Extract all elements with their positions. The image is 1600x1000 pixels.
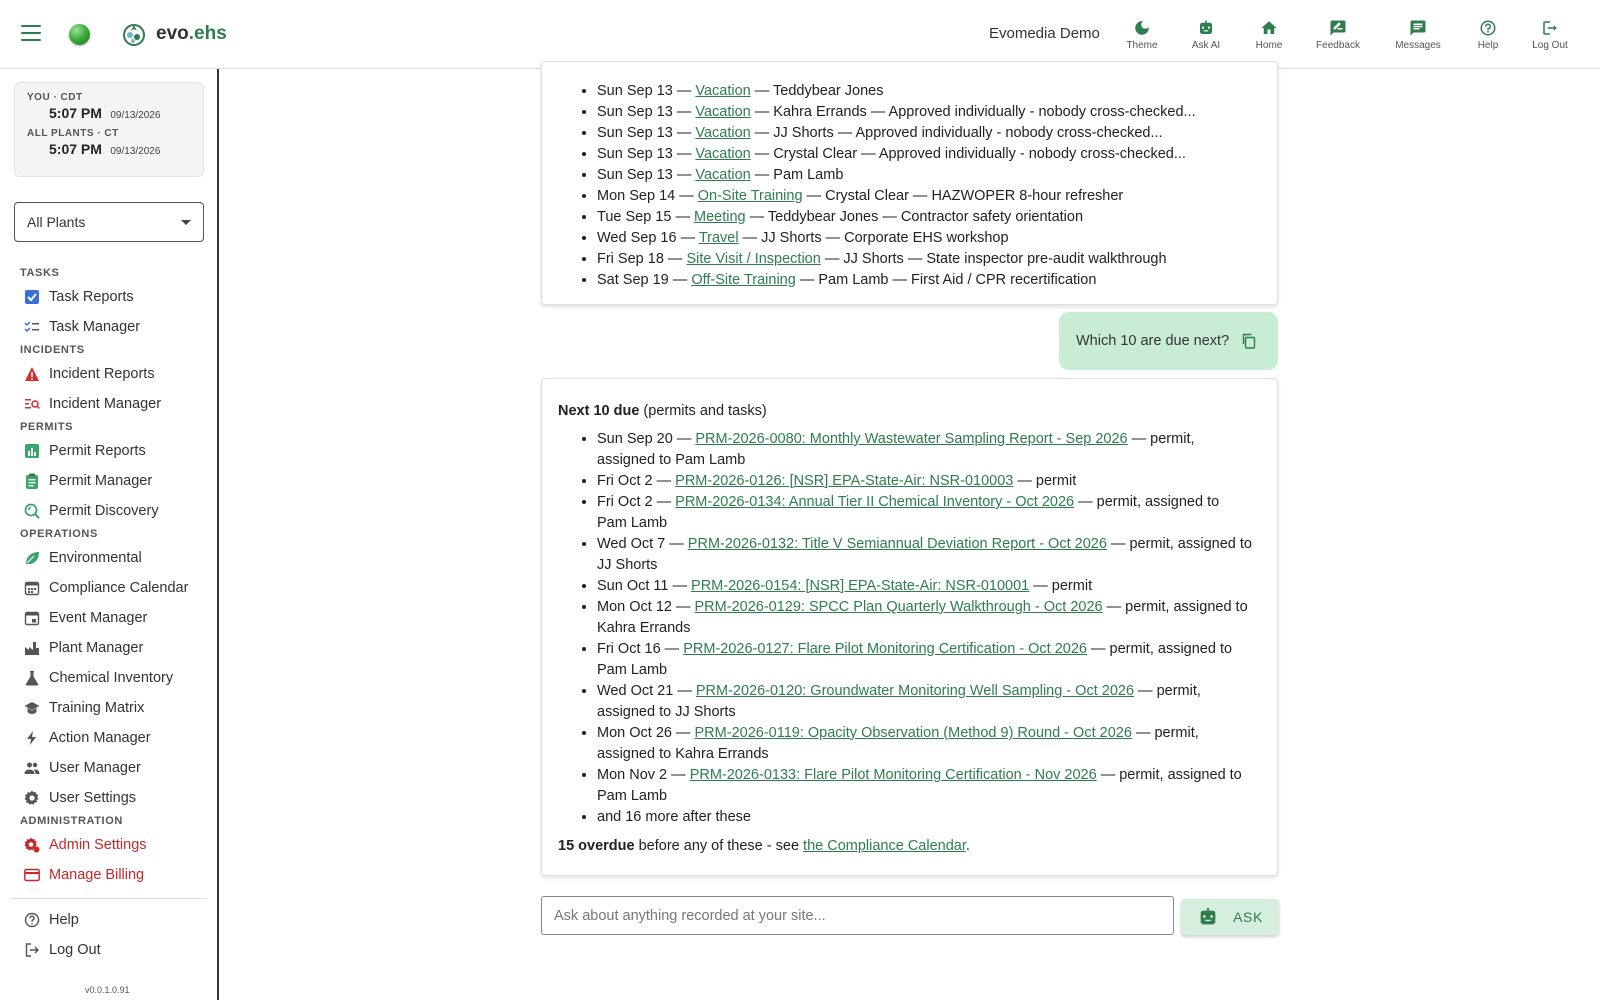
feedback-icon — [1329, 19, 1347, 37]
list-item — [597, 207, 1261, 228]
site-name: Evomedia Demo — [989, 25, 1100, 42]
list-item — [597, 102, 1261, 123]
list-item — [597, 681, 1261, 723]
list-item — [597, 576, 1261, 597]
item-separator: — — [667, 767, 690, 783]
sidebar-item-user-settings[interactable]: User Settings — [0, 783, 217, 813]
item-separator: — — [652, 473, 676, 489]
item-date: Sun Sep 13 — [597, 104, 673, 120]
item-link[interactable]: PRM-2026-0154: [NSR] EPA-State-Air: NSR-010001 — [691, 578, 1030, 594]
item-date: Mon Sep 14 — [597, 188, 676, 204]
item-link[interactable]: Vacation — [695, 104, 751, 120]
item-link[interactable]: Meeting — [694, 209, 746, 225]
overdue-note: 15 overdue before any of these - see the Compliance Calendar. — [558, 838, 970, 854]
list-item — [597, 639, 1261, 681]
warning-icon — [24, 366, 40, 382]
item-detail: — permit, assigned to JJ Shorts — [597, 683, 1201, 720]
theme-button[interactable]: Theme — [1110, 0, 1174, 69]
sidebar-item-incident-reports[interactable]: Incident Reports — [0, 359, 217, 389]
item-detail: — permit, assigned to Pam Lamb — [597, 494, 1220, 531]
item-detail: — JJ Shorts — Approved individually - nobody cross-checked... — [750, 125, 1163, 141]
admin-gear-icon — [24, 837, 40, 853]
calendar-grid-icon — [24, 580, 40, 596]
more-items-note: • and 16 more after these — [597, 807, 1261, 828]
clock-card — [14, 82, 204, 177]
list-item — [597, 492, 1261, 534]
item-date: Sun Sep 13 — [597, 146, 673, 162]
item-link[interactable]: Vacation — [695, 167, 751, 183]
gear-icon — [24, 790, 40, 806]
sidebar-item-environmental[interactable]: Environmental — [0, 543, 217, 573]
item-date: Mon Oct 26 — [597, 725, 672, 741]
logout-icon — [1541, 19, 1559, 37]
item-separator: — — [672, 83, 696, 99]
user-message — [1059, 312, 1278, 370]
item-link[interactable]: Vacation — [695, 146, 751, 162]
item-separator: — — [660, 641, 684, 657]
sidebar-item-manage-billing[interactable]: Manage Billing — [0, 860, 217, 890]
plant-select[interactable] — [14, 202, 204, 242]
item-separator: — — [668, 272, 692, 288]
sidebar-divider — [10, 898, 207, 899]
sidebar-item-plant-manager[interactable]: Plant Manager — [0, 633, 217, 663]
graduation-cap-icon — [24, 700, 40, 716]
sidebar-item-permit-reports[interactable]: Permit Reports — [0, 436, 217, 466]
list-item — [597, 270, 1261, 291]
item-date: Fri Sep 18 — [597, 251, 664, 267]
section-administration: ADMINISTRATION — [20, 815, 123, 827]
item-separator: — — [676, 230, 699, 246]
item-date: Sun Sep 13 — [597, 167, 673, 183]
list-item — [597, 429, 1261, 471]
assistant-message-latest — [541, 378, 1278, 876]
help-button[interactable]: Help — [1460, 0, 1516, 69]
item-detail: — JJ Shorts — State inspector pre-audit walkthrough — [820, 251, 1167, 267]
sidebar-item-chemical-inventory[interactable]: Chemical Inventory — [0, 663, 217, 693]
list-item — [597, 249, 1261, 270]
item-link[interactable]: PRM-2026-0127: Flare Pilot Monitoring Certification - Oct 2026 — [683, 641, 1087, 657]
copy-icon[interactable] — [1241, 333, 1257, 349]
top-bar — [0, 0, 1600, 69]
list-item — [597, 81, 1261, 102]
item-date: Fri Oct 2 — [597, 494, 653, 510]
leaf-icon — [24, 550, 40, 566]
item-date: Wed Sep 16 — [597, 230, 677, 246]
item-detail: — Crystal Clear — HAZWOPER 8-hour refresher — [802, 188, 1124, 204]
home-icon — [1260, 19, 1278, 37]
sidebar-item-compliance-calendar[interactable]: Compliance Calendar — [0, 573, 217, 603]
item-date: Wed Oct 21 — [597, 683, 674, 699]
list-item — [597, 186, 1261, 207]
list-item — [597, 228, 1261, 249]
item-separator: — — [671, 209, 694, 225]
item-link[interactable]: PRM-2026-0126: [NSR] EPA-State-Air: NSR-010003 — [675, 473, 1014, 489]
item-detail: — permit — [1029, 578, 1093, 594]
item-link[interactable]: PRM-2026-0133: Flare Pilot Monitoring Certification - Nov 2026 — [689, 767, 1097, 783]
status-orb-icon — [69, 24, 90, 45]
item-separator: — — [672, 146, 696, 162]
list-item — [597, 723, 1261, 765]
item-separator: — — [671, 599, 695, 615]
item-separator: — — [673, 683, 696, 699]
compliance-calendar-link[interactable]: the Compliance Calendar — [803, 838, 966, 854]
sidebar-nav — [0, 265, 217, 965]
sidebar-item-incident-manager[interactable]: Incident Manager — [0, 389, 217, 419]
home-button[interactable]: Home — [1238, 0, 1300, 69]
item-separator: — — [671, 725, 695, 741]
help-circle-icon — [24, 912, 40, 928]
section-operations: OPERATIONS — [20, 528, 98, 540]
item-link[interactable]: PRM-2026-0129: SPCC Plan Quarterly Walkthrough - Oct 2026 — [694, 599, 1103, 615]
item-date: Sun Oct 11 — [597, 578, 669, 594]
you-time: 5:07 PM — [49, 105, 102, 121]
robot-icon — [1197, 19, 1215, 37]
item-date: Sun Sep 20 — [597, 431, 673, 447]
message-icon — [1409, 19, 1427, 37]
item-separator: — — [672, 431, 696, 447]
event-icon — [24, 610, 40, 626]
item-separator: — — [665, 536, 688, 552]
item-separator: — — [675, 188, 698, 204]
factory-icon — [24, 640, 40, 656]
due-intro: Next 10 due (permits and tasks) — [558, 403, 767, 419]
item-detail: — Pam Lamb — First Aid / CPR recertification — [795, 272, 1097, 288]
checkbox-icon — [24, 289, 40, 305]
schedule-list — [558, 81, 1261, 291]
sidebar-item-training-matrix[interactable]: Training Matrix — [0, 693, 217, 723]
sidebar — [0, 69, 219, 1000]
item-date: Sun Sep 13 — [597, 125, 673, 141]
item-detail: — permit, assigned to JJ Shorts — [597, 536, 1252, 573]
item-link[interactable]: Vacation — [695, 125, 751, 141]
ask-ai-button[interactable]: Ask AI — [1174, 0, 1238, 69]
list-item — [597, 534, 1261, 576]
item-link[interactable]: PRM-2026-0120: Groundwater Monitoring Well Sampling - Oct 2026 — [695, 683, 1135, 699]
moon-icon — [1133, 19, 1151, 37]
bar-chart-icon — [24, 443, 40, 459]
item-detail: — Crystal Clear — Approved individually - nobody cross-checked... — [750, 146, 1186, 162]
item-link[interactable]: PRM-2026-0134: Annual Tier II Chemical Inventory - Oct 2026 — [675, 494, 1075, 510]
item-link[interactable]: PRM-2026-0080: Monthly Wastewater Sampling Report - Sep 2026 — [695, 431, 1128, 447]
logo-icon — [121, 20, 147, 48]
item-date: Fri Oct 2 — [597, 473, 653, 489]
item-detail: — permit, assigned to Pam Lamb — [597, 767, 1242, 804]
item-separator: — — [672, 125, 696, 141]
item-detail: — permit, assigned to Pam Lamb — [597, 641, 1233, 678]
robot-icon — [1197, 906, 1219, 928]
users-icon — [24, 760, 40, 776]
section-incidents: INCIDENTS — [20, 344, 85, 356]
ask-button[interactable]: ASK — [1181, 899, 1279, 935]
section-tasks: TASKS — [20, 267, 60, 279]
item-separator: — — [668, 578, 692, 594]
sidebar-item-admin-settings[interactable]: Admin Settings — [0, 830, 217, 860]
item-separator: — — [672, 104, 696, 120]
item-link[interactable]: PRM-2026-0132: Title V Semiannual Deviation Report - Oct 2026 — [687, 536, 1107, 552]
sidebar-item-permit-manager[interactable]: Permit Manager — [0, 466, 217, 496]
feedback-button[interactable]: Feedback — [1300, 0, 1376, 69]
you-date: 09/13/2026 — [110, 110, 161, 121]
item-date: Wed Oct 7 — [597, 536, 666, 552]
plants-time: 5:07 PM — [49, 141, 102, 157]
item-date: Fri Oct 16 — [597, 641, 661, 657]
item-detail: — permit, assigned to Pam Lamb — [597, 431, 1195, 468]
help-icon — [1479, 19, 1497, 37]
ask-input[interactable] — [541, 896, 1174, 935]
sidebar-item-task-reports[interactable]: Task Reports — [0, 282, 217, 312]
logout-button[interactable]: Log Out — [1516, 0, 1584, 69]
item-detail: — JJ Shorts — Corporate EHS workshop — [738, 230, 1009, 246]
sidebar-item-log-out[interactable]: Log Out — [0, 935, 217, 965]
item-separator: — — [672, 167, 696, 183]
clipboard-icon — [24, 473, 40, 489]
sidebar-item-permit-discovery[interactable]: Permit Discovery — [0, 496, 217, 526]
list-item — [597, 597, 1261, 639]
list-item — [597, 471, 1261, 492]
bolt-icon — [24, 730, 40, 746]
sidebar-item-task-manager[interactable]: Task Manager — [0, 312, 217, 342]
flask-icon — [24, 670, 40, 686]
item-link[interactable]: PRM-2026-0119: Opacity Observation (Method 9) Round - Oct 2026 — [694, 725, 1132, 741]
item-detail: — permit, assigned to Kahra Errands — [597, 725, 1199, 762]
list-item — [597, 123, 1261, 144]
sidebar-item-user-manager[interactable]: User Manager — [0, 753, 217, 783]
sidebar-item-action-manager[interactable]: Action Manager — [0, 723, 217, 753]
item-detail: — Kahra Errands — Approved individually - nobody cross-checked... — [750, 104, 1196, 120]
list-item — [597, 144, 1261, 165]
you-timezone-label: YOU · CDT — [27, 92, 83, 103]
item-link[interactable]: Vacation — [695, 83, 751, 99]
item-detail: — permit, assigned to Kahra Errands — [597, 599, 1248, 636]
item-separator: — — [652, 494, 676, 510]
item-date: Sat Sep 19 — [597, 272, 669, 288]
item-detail: — Teddybear Jones — Contractor safety orientation — [745, 209, 1084, 225]
plant-select-value: All Plants — [27, 214, 86, 230]
item-date: Tue Sep 15 — [597, 209, 672, 225]
item-date: Mon Oct 12 — [597, 599, 672, 615]
caret-down-icon — [181, 220, 191, 225]
search-list-icon — [24, 396, 40, 412]
plants-timezone-label: ALL PLANTS · CT — [27, 128, 119, 139]
assistant-message-previous — [541, 61, 1278, 305]
menu-icon[interactable] — [21, 25, 41, 41]
item-detail: — Pam Lamb — [750, 167, 844, 183]
sidebar-item-event-manager[interactable]: Event Manager — [0, 603, 217, 633]
item-link[interactable]: Off-Site Training — [691, 272, 796, 288]
sidebar-item-help[interactable]: Help — [0, 905, 217, 935]
item-separator: — — [663, 251, 687, 267]
item-detail: — Teddybear Jones — [750, 83, 884, 99]
plants-date: 09/13/2026 — [110, 146, 161, 157]
list-item — [597, 765, 1261, 807]
item-detail: — permit — [1013, 473, 1077, 489]
credit-card-icon — [24, 867, 40, 883]
app-version: v0.0.1.0.91 — [85, 985, 130, 995]
top-nav — [1110, 0, 1584, 69]
item-date: Mon Nov 2 — [597, 767, 668, 783]
list-item — [597, 165, 1261, 186]
due-list — [558, 429, 1261, 828]
item-link[interactable]: Site Visit / Inspection — [686, 251, 821, 267]
discovery-icon — [24, 503, 40, 519]
chat-area — [219, 69, 1600, 1000]
item-link[interactable]: On-Site Training — [697, 188, 803, 204]
checklist-icon — [24, 319, 40, 335]
section-permits: PERMITS — [20, 421, 74, 433]
messages-button[interactable]: Messages — [1376, 0, 1460, 69]
app-logo-text: evo.ehs — [156, 23, 227, 44]
item-link[interactable]: Travel — [698, 230, 739, 246]
item-date: Sun Sep 13 — [597, 83, 673, 99]
logout-icon — [24, 942, 40, 958]
user-message-text: Which 10 are due next? — [1076, 333, 1230, 349]
